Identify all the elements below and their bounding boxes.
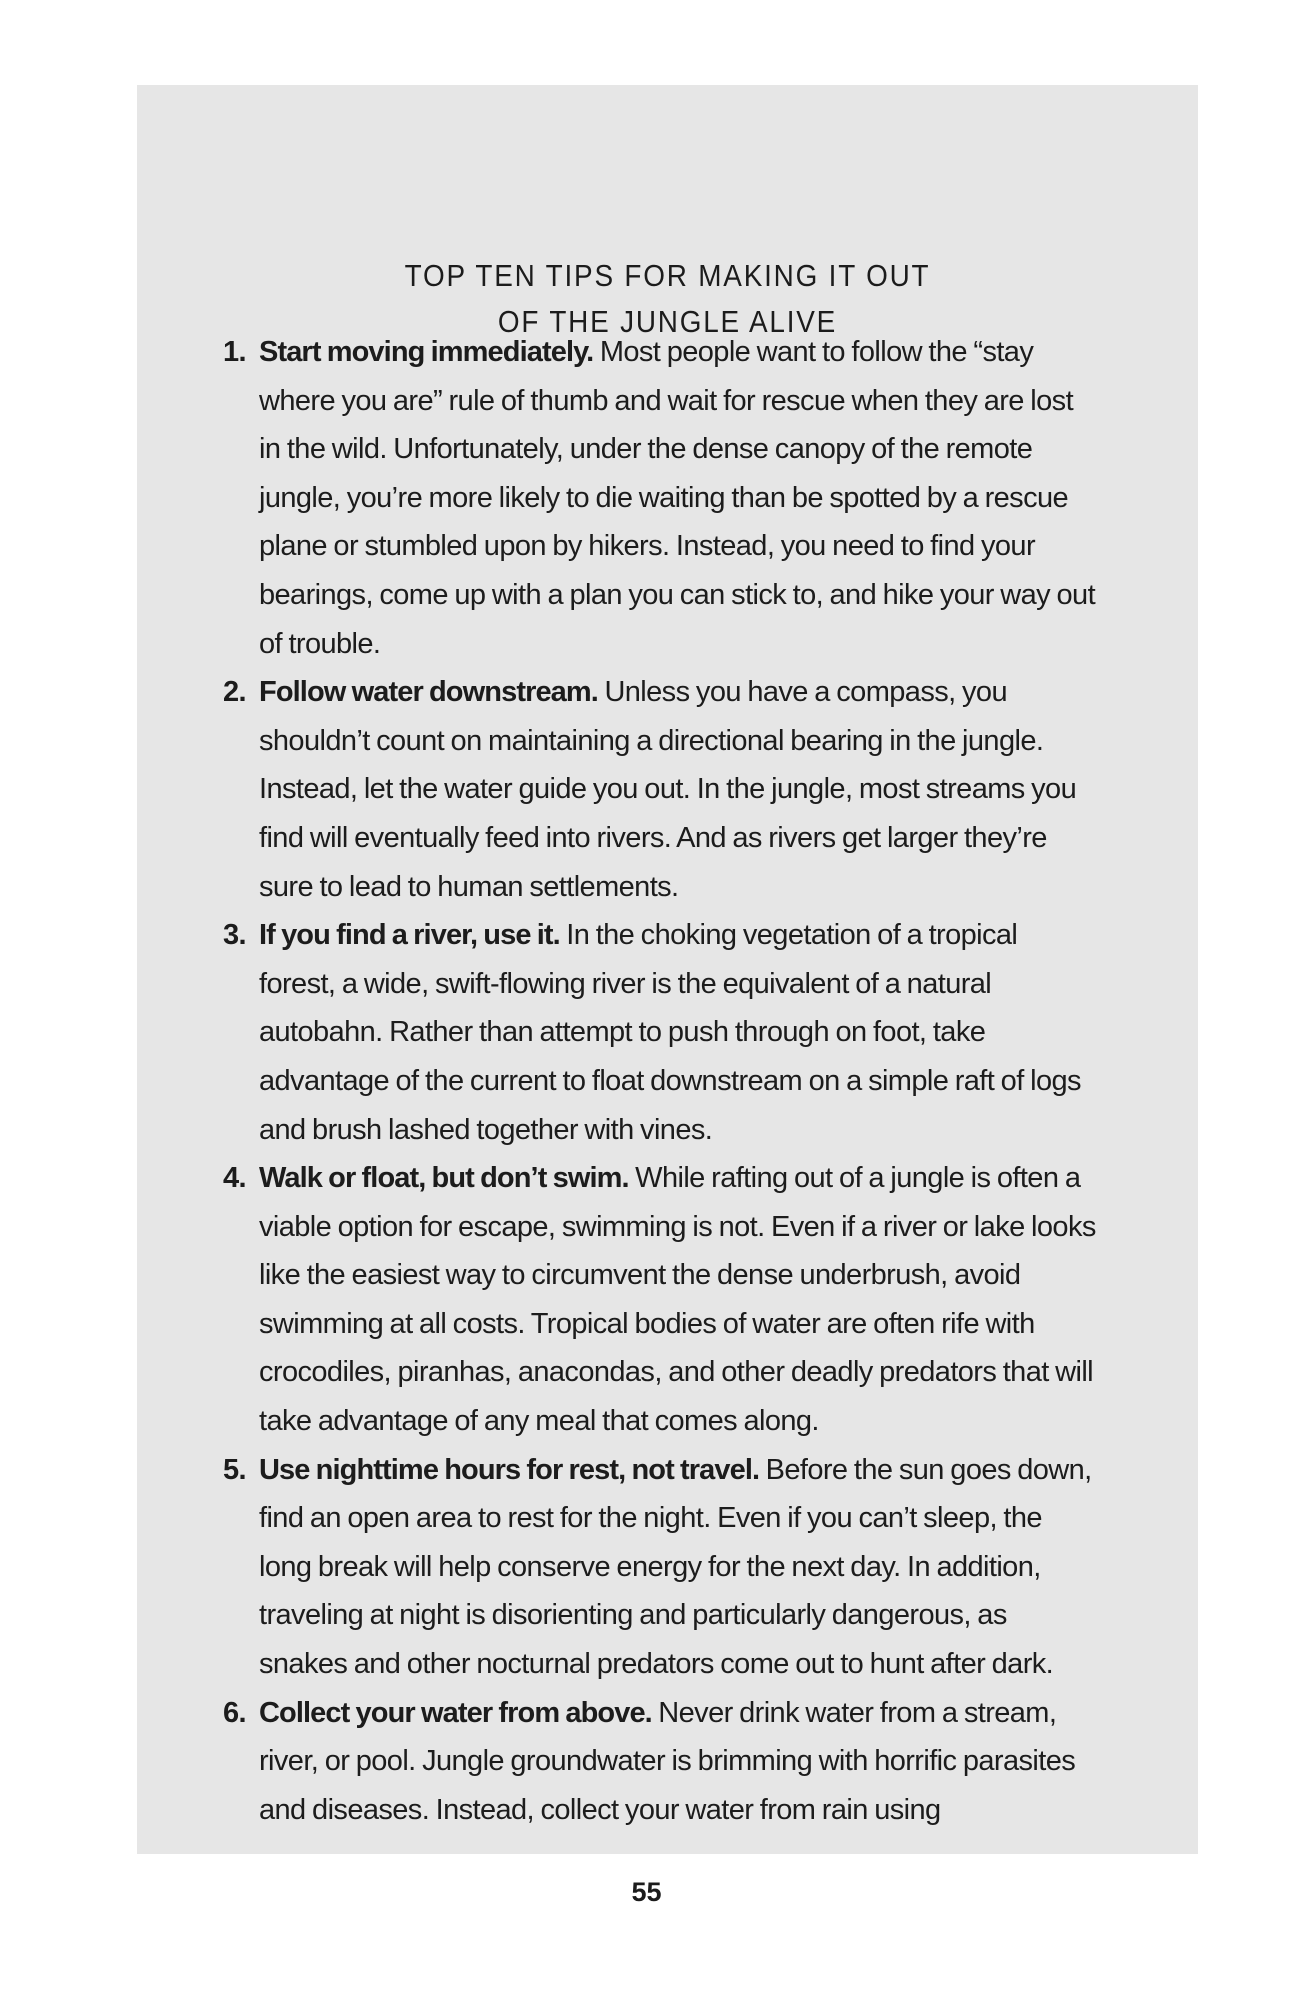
tip-item-3 — [137, 911, 1099, 1154]
tip-item-2 — [137, 668, 1099, 911]
sidebar-title-line-1: TOP TEN TIPS FOR MAKING IT OUT — [404, 258, 931, 293]
tip-heading: Use nighttime hours for rest, not travel. — [259, 1453, 760, 1486]
tip-heading: Walk or float, but don’t swim. — [259, 1162, 629, 1195]
tip-body: Never drink water from a stream, river, or pool. Jungle groundwater is brimming with horrific parasites and diseases. Instead, collect your water from rain using — [259, 1696, 1076, 1826]
tip-body: Unless you have a compass, you shouldn’t count on maintaining a directional bearing in the jungle. Instead, let the water guide you out. In the jungle, most streams you find will eventually feed into rivers. And as rivers get larger they’re sure to lead to human settlements. — [259, 676, 1077, 903]
tip-heading: Follow water downstream. — [259, 676, 598, 709]
tip-number: 2. — [223, 676, 246, 709]
tip-heading: Start moving immediately. — [259, 336, 594, 368]
tips-list — [137, 328, 1198, 1834]
tip-number: 4. — [223, 1162, 246, 1195]
tip-body: Most people want to follow the “stay where you are” rule of thumb and wait for rescue when they are lost in the wild. Unfortunately, under the dense canopy of the remote jungle, you’re more likely to die waiting than be spotted by a rescue plane or stumbled upon by hikers. Instead, you need to find your bearings, come up with a plan you can stick to, and hike your way out of trouble. — [259, 336, 1096, 660]
tip-heading: Collect your water from above. — [259, 1696, 652, 1729]
tip-item-6 — [137, 1689, 1099, 1835]
tip-heading: If you find a river, use it. — [259, 919, 560, 952]
sidebar-title-line-2: OF THE JUNGLE ALIVE — [497, 304, 838, 339]
tip-item-5 — [137, 1446, 1099, 1689]
tip-body: Before the sun goes down, find an open area to rest for the night. Even if you can’t sleep, the long break will help conserve energy for the next day. In addition, traveling at night is disorienting and particularly dangerous, as snakes and other nocturnal predators come out to hunt after dark. — [259, 1453, 1092, 1681]
tip-item-4 — [137, 1154, 1099, 1446]
tip-number: 1. — [223, 336, 246, 368]
page-number: 55 — [631, 1877, 662, 1907]
tip-item-1 — [137, 328, 1099, 668]
tip-number: 3. — [223, 919, 246, 952]
tip-number: 6. — [223, 1696, 246, 1729]
tip-number: 5. — [223, 1453, 246, 1486]
tip-body: In the choking vegetation of a tropical forest, a wide, swift-flowing river is the equivalent of a natural autobahn. Rather than attempt to push through on foot, take advantage of the current to float downstream on a simple raft of logs and brush lashed together with vines. — [259, 919, 1081, 1146]
tips-sidebar-box — [137, 85, 1198, 1854]
tip-body: While rafting out of a jungle is often a viable option for escape, swimming is not. Even if a river or lake looks like the easiest way to circumvent the dense underbrush, avoid swimming at all costs. Tropical bodies of water are often rife with crocodiles, piranhas, anacondas, and other deadly predators that will take advantage of any meal that comes along. — [259, 1162, 1096, 1438]
